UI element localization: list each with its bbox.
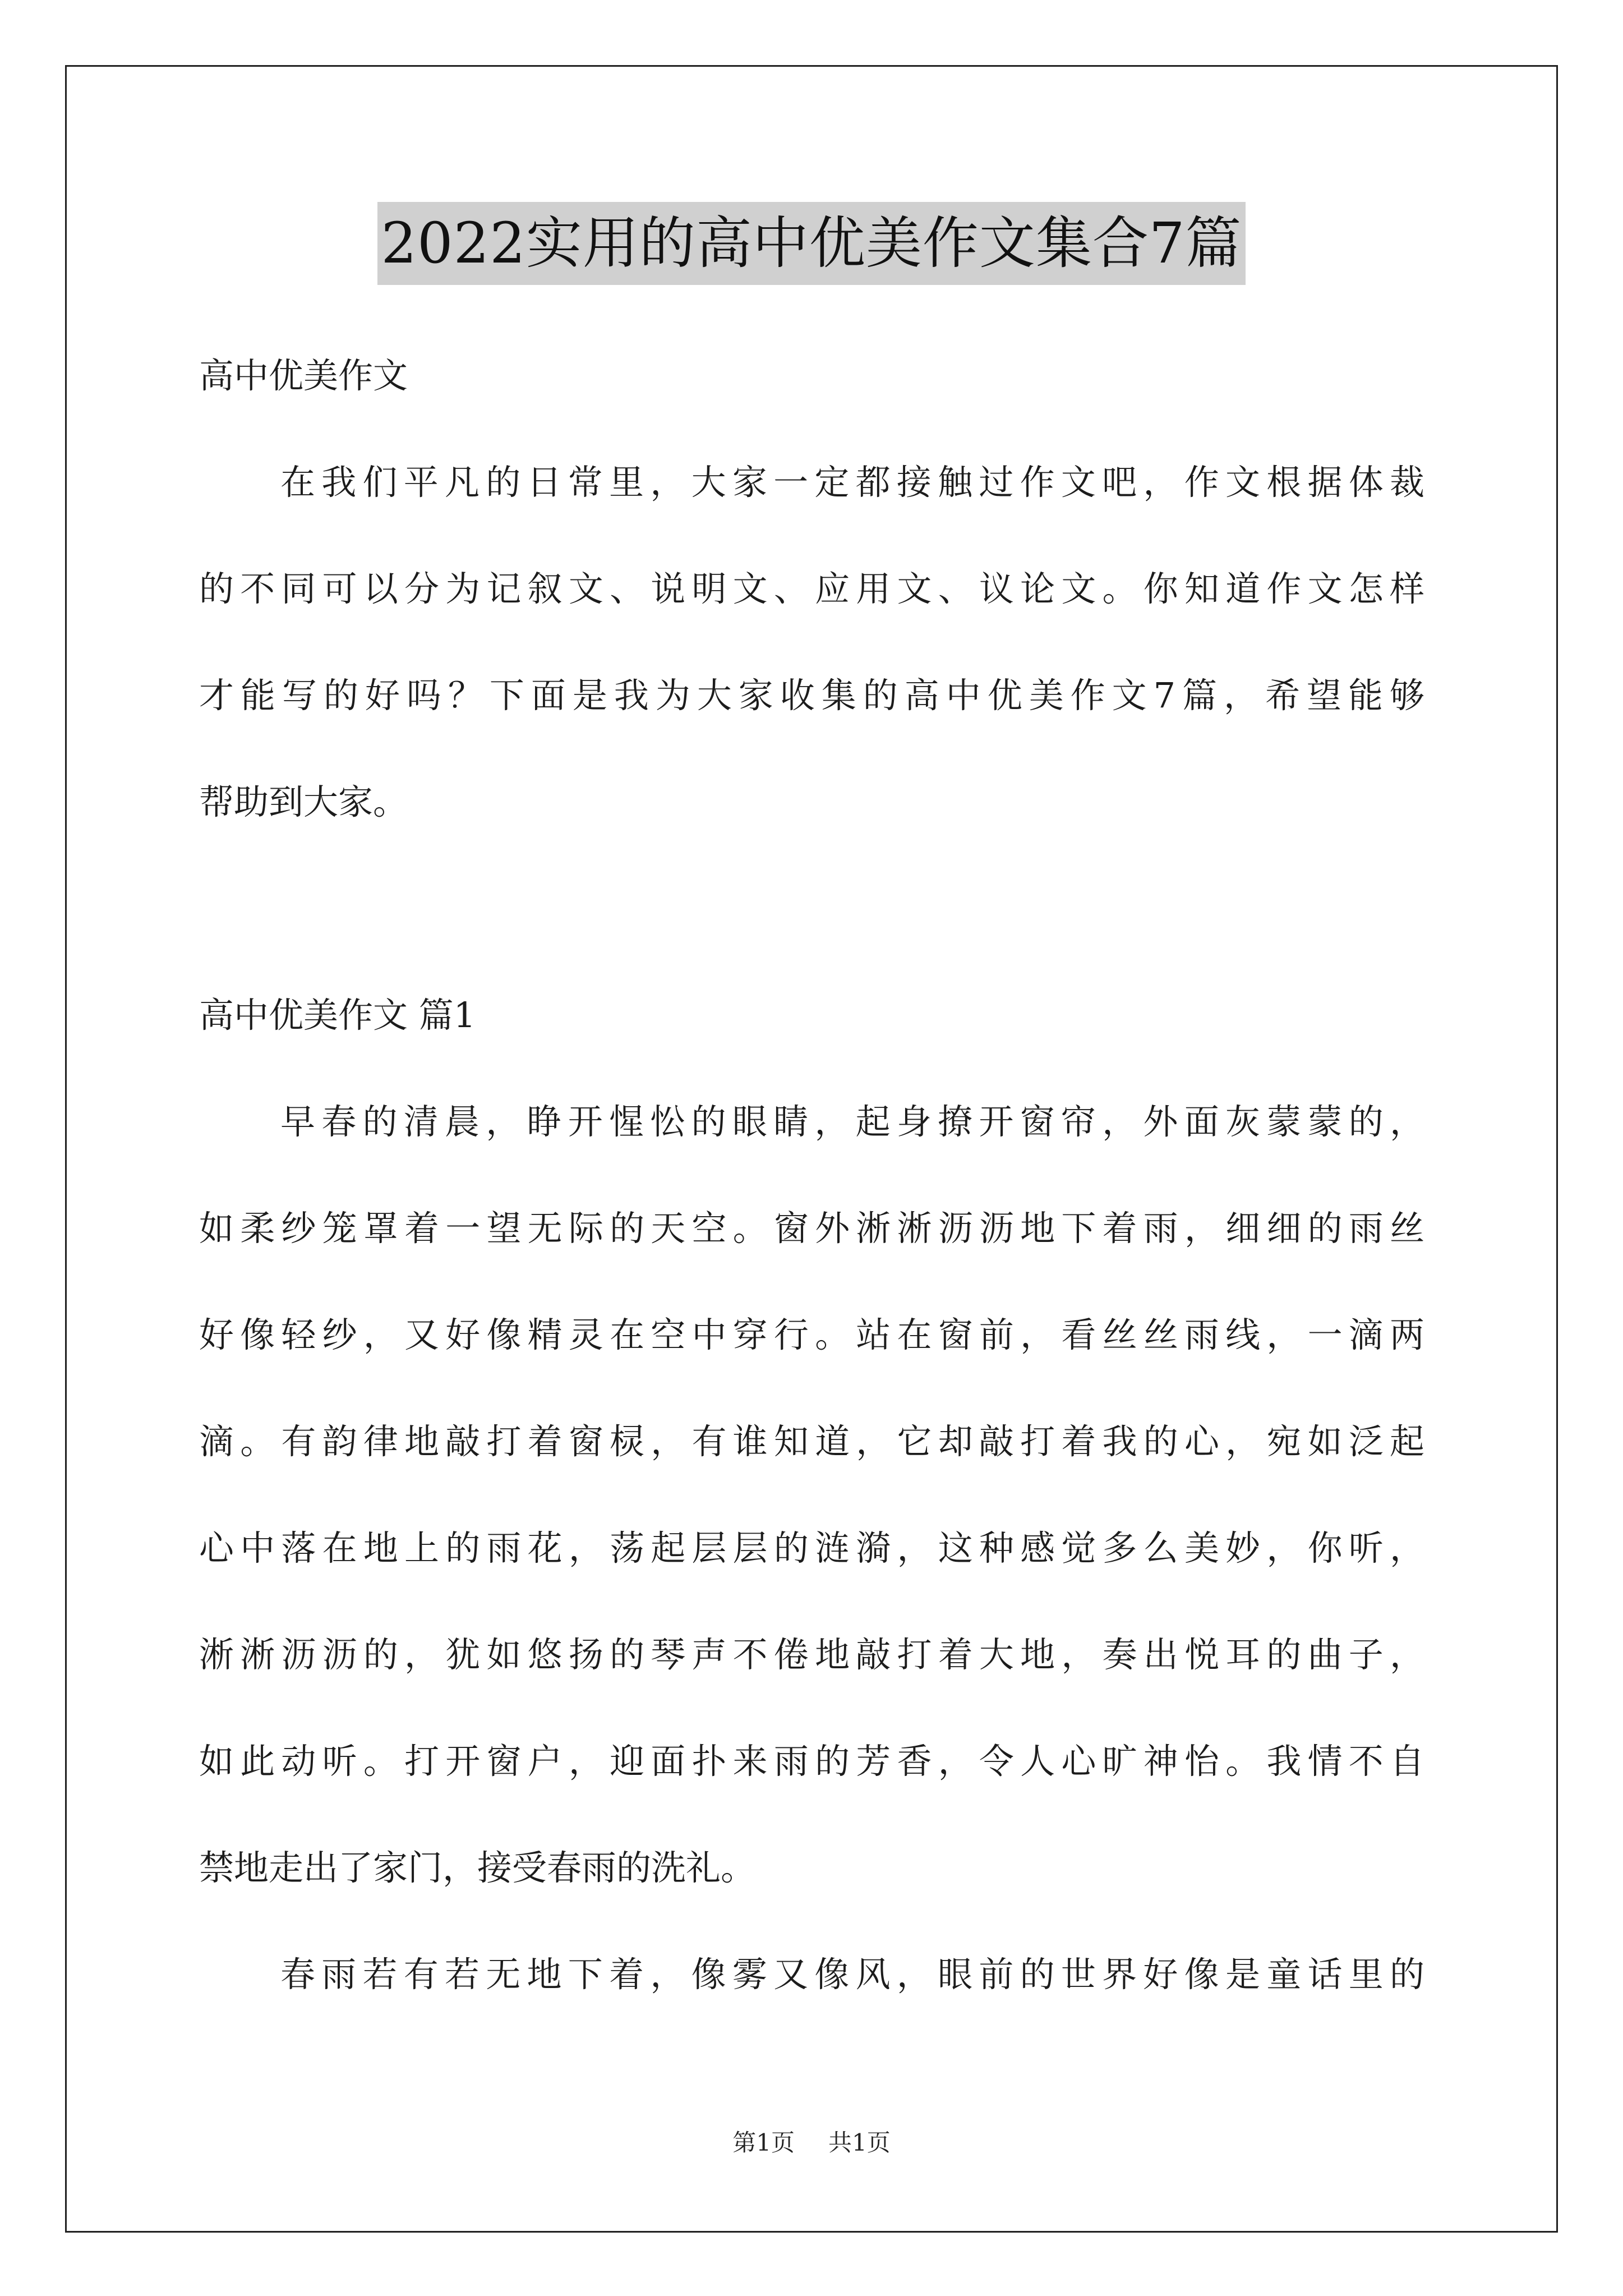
paragraph-line: 淅淅沥沥的，犹如悠扬的琴声不倦地敲打着大地，奏出悦耳的曲子，	[199, 1634, 1424, 1675]
paragraph-line: 滴。有韵律地敲打着窗棂，有谁知道，它却敲打着我的心，宛如泛起	[199, 1421, 1424, 1462]
paragraph-line: 如此动听。打开窗户，迎面扑来雨的芳香，令人心旷神怡。我情不自	[199, 1741, 1424, 1782]
intro-line: 帮助到大家。	[199, 781, 408, 822]
page-footer	[0, 2126, 1623, 2160]
paragraph-line: 如柔纱笼罩着一望无际的天空。窗外淅淅沥沥地下着雨，细细的雨丝	[199, 1208, 1424, 1249]
intro-line: 的不同可以分为记叙文、说明文、应用文、议论文。你知道作文怎样	[199, 568, 1424, 609]
paragraph-line: 好像轻纱，又好像精灵在空中穿行。站在窗前，看丝丝雨线，一滴两	[199, 1314, 1424, 1355]
paragraph-line: 早春的清晨，睁开惺忪的眼睛，起身撩开窗帘，外面灰蒙蒙的，	[280, 1101, 1424, 1142]
paragraph-line: 禁地走出了家门，接受春雨的洗礼。	[199, 1847, 756, 1888]
intro-line: 才能写的好吗？下面是我为大家收集的高中优美作文7篇，希望能够	[199, 675, 1424, 716]
paragraph-line: 心中落在地上的雨花，荡起层层的涟漪，这种感觉多么美妙，你听，	[199, 1527, 1424, 1568]
paragraph-line: 春雨若有若无地下着，像雾又像风，眼前的世界好像是童话里的	[280, 1954, 1424, 1995]
intro-heading: 高中优美作文	[199, 355, 408, 396]
intro-line: 在我们平凡的日常里，大家一定都接触过作文吧，作文根据体裁	[280, 462, 1424, 503]
page-number: 第1页	[732, 2129, 795, 2156]
title-container	[0, 202, 1623, 285]
document-title: 2022实用的高中优美作文集合7篇	[377, 202, 1245, 285]
section-heading: 高中优美作文 篇1	[199, 995, 476, 1036]
page-total: 共1页	[828, 2129, 891, 2156]
